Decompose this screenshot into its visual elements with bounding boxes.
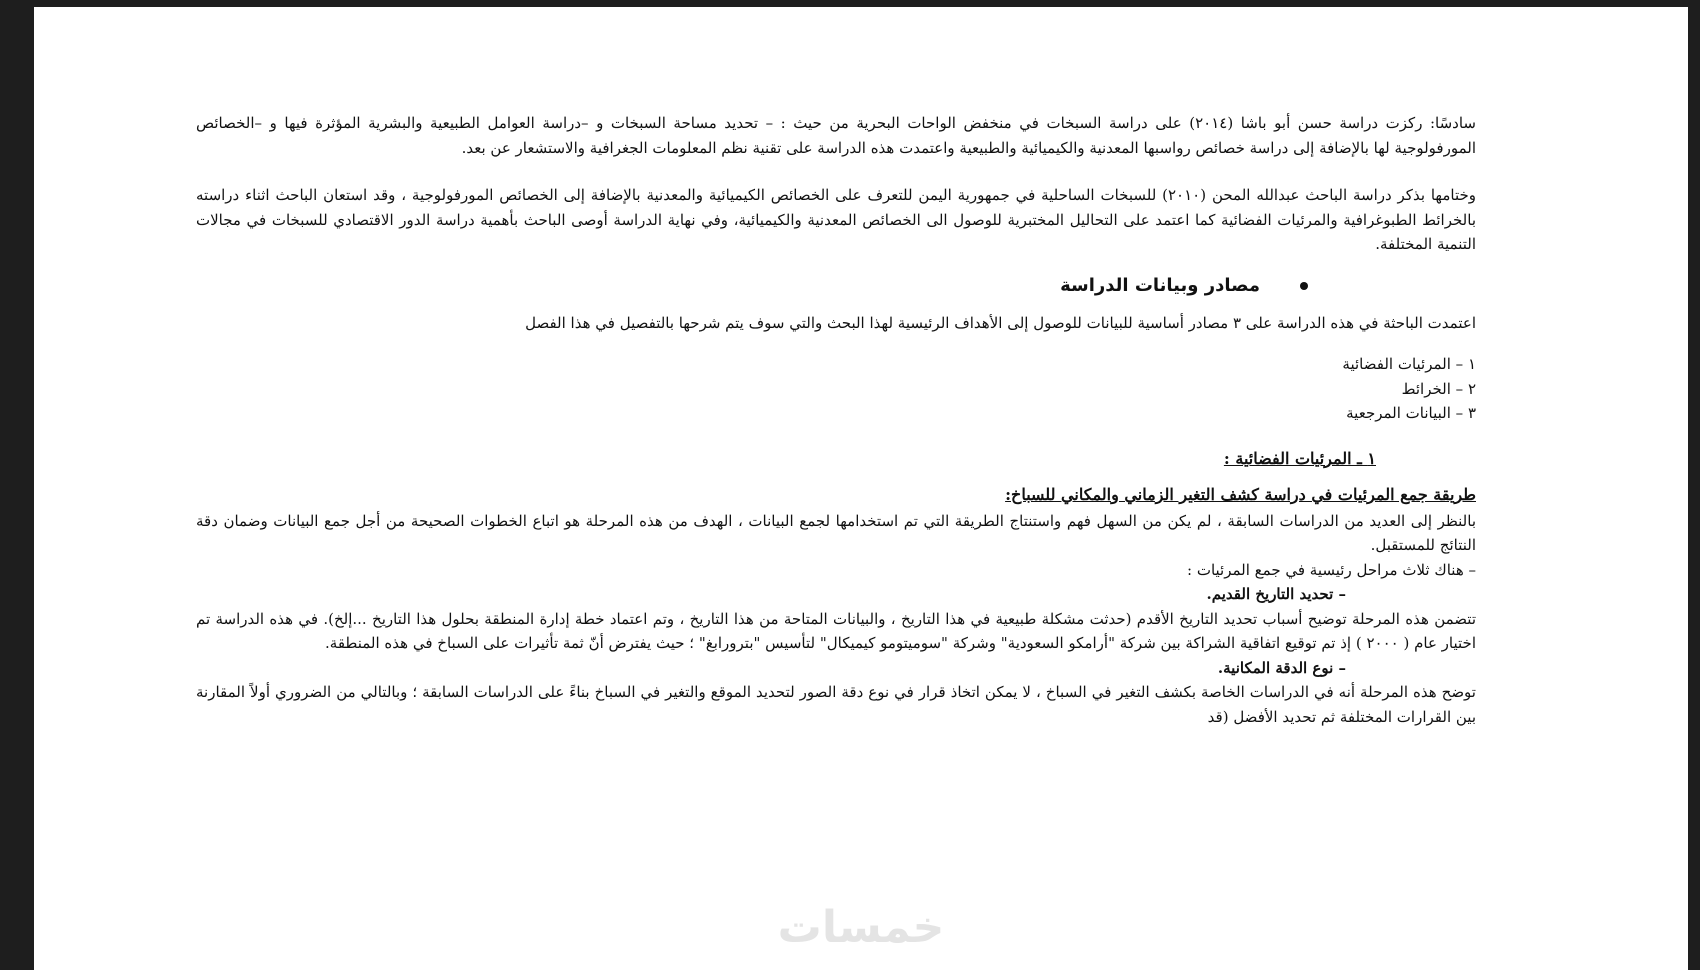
bullet-heading-text: مصادر وبيانات الدراسة xyxy=(1060,274,1260,296)
list-item: ٢ – الخرائط xyxy=(1401,379,1476,398)
paragraph-sources-intro: اعتمدت الباحثة في هذه الدراسة على ٣ مصادر أساسية للبيانات للوصول إلى الأهداف الرئيسية لهذا البحث والتي سوف يتم شرحها بالتفصيل في هذا الفصل xyxy=(525,313,1476,332)
watermark-logo: خمسات xyxy=(777,902,945,953)
bullet-icon xyxy=(1300,282,1308,290)
document-page xyxy=(34,7,1688,970)
sub-title: طريقة جمع المرئيات في دراسة كشف التغير الزماني والمكاني للسباخ: xyxy=(1005,485,1476,504)
stage-2-title: – نوع الدقة المكانية. xyxy=(1217,658,1346,677)
stage-1-title: – تحديد التاريخ القديم. xyxy=(1206,585,1346,603)
paragraph-almahn-study: وختامها بذكر دراسة الباحث عبدالله المحن (٢٠١٠) للسبخات الساحلية في جمهورية اليمن للتعرف على الخصائص الكيميائية والمعدنية بالإضافة إلى الخصائص المورفولوجية ، وقد استعان الباحث اثناء دراسته بالخرائط الطبوغرافية والمرئيات الفضائية كما اعتمد على التحاليل المختبرية للوصول الى الخصائص المعدنية والكيميائية، وفي نهاية الدراسة أوصى الباحث بأهمية دراسة الدور الاقتصادي للسبخات في مجالات التنمية المختلفة. xyxy=(196,186,1476,253)
paragraph-stage-1: تتضمن هذه المرحلة توضيح أسباب تحديد التاريخ الأقدم (حدثت مشكلة طبيعية في هذا التاريخ ، والبيانات المتاحة من هذا التاريخ ، وتم اعتماد خطة إدارة المنطقة بحلول هذا التاريخ ...إلخ). في هذه الدراسة تم اختيار عام ( ٢٠٠٠ ) إذ تم توقيع اتفاقية الشراكة بين شركة "أرامكو السعودية" وشركة "سوميتومو كيميكال" لتأسيس "بترورابغ" ؛ حيث يفترض أنّ ثمة تأثيرات على السباخ في هذه المنطقة. xyxy=(196,609,1476,652)
list-item: ٣ – البيانات المرجعية xyxy=(1346,404,1476,422)
paragraph-collection-method: بالنظر إلى العديد من الدراسات السابقة ، لم يكن من السهل فهم واستنتاج الطريقة التي تم استخدامها لجمع البيانات ، الهدف من هذه المرحلة هو اتباع الخطوات الصحيحة من أجل جمع البيانات وضمان دقة النتائج للمستقبل. xyxy=(196,511,1476,554)
paragraph-abu-basha-study: سادسًا: ركزت دراسة حسن أبو باشا (٢٠١٤) على دراسة السبخات في منخفض الواحات البحرية من حيث : – تحديد مساحة السبخات و –دراسة العوامل الطبيعية والبشرية المؤثرة فيها و –الخصائص المورفولوجية لها بالإضافة إلى دراسة خصائص رواسبها المعدنية والكيميائية والطبيعية واعتمدت هذه الدراسة على تقنية نظم المعلومات الجغرافية والاستشعار عن بعد. xyxy=(196,114,1476,157)
list-item: ١ – المرئيات الفضائية xyxy=(1342,355,1476,373)
bullet-heading xyxy=(196,274,1476,298)
sources-list xyxy=(196,352,1476,426)
stages-note: – هناك ثلاث مراحل رئيسية في جمع المرئيات : xyxy=(1187,560,1476,579)
section-title: ١ ـ المرئيات الفضائية : xyxy=(1223,448,1376,468)
page-content xyxy=(196,111,1476,729)
paragraph-stage-2: توضح هذه المرحلة أنه في الدراسات الخاصة بكشف التغير في السباخ ، لا يمكن اتخاذ قرار في نوع دقة الصور لتحديد الموقع والتغير في السباخ بناءً على الدراسات السابقة ؛ وبالتالي من الضروري أولاً المقارنة بين القرارات المختلفة ثم تحديد الأفضل (قد xyxy=(196,683,1476,726)
